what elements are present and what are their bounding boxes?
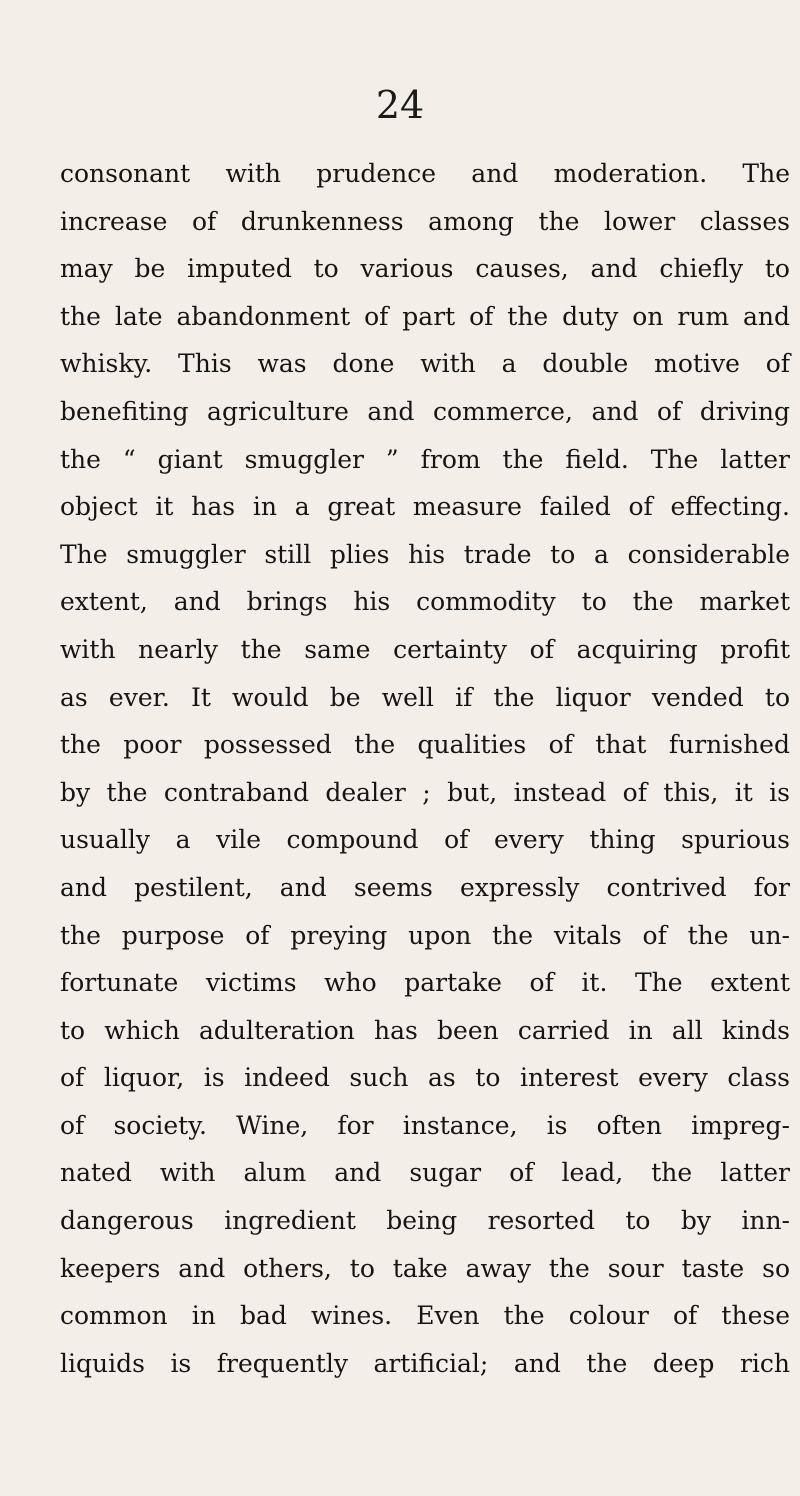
text-line: the “ giant smuggler ” from the field. The latter xyxy=(60,444,790,474)
text-line: may be imputed to various causes, and chiefly to xyxy=(60,254,790,284)
text-line: to which adulteration has been carried in all kinds xyxy=(60,1015,790,1045)
text-line: common in bad wines. Even the colour of these xyxy=(60,1301,790,1331)
text-line: liquids is frequently artificial; and the deep rich xyxy=(60,1348,790,1378)
text-line: by the contraband dealer ; but, instead of this, it is xyxy=(60,777,790,807)
text-line: consonant with prudence and moderation. The xyxy=(60,159,790,188)
body-text xyxy=(60,150,790,1387)
text-line: fortunate victims who partake of it. The extent xyxy=(60,968,790,998)
text-line: with nearly the same certainty of acquiring profit xyxy=(60,634,790,664)
text-line: the late abandonment of part of the duty on rum and xyxy=(60,301,790,331)
text-line: keepers and others, to take away the sour taste so xyxy=(60,1253,790,1283)
text-line: of society. Wine, for instance, is often impreg- xyxy=(60,1110,790,1140)
text-line: as ever. It would be well if the liquor vended to xyxy=(60,682,790,712)
text-line: the purpose of preying upon the vitals of the un- xyxy=(60,920,790,950)
text-line: of liquor, is indeed such as to interest every class xyxy=(60,1063,790,1093)
text-line: The smuggler still plies his trade to a considerable xyxy=(60,539,790,569)
text-line: dangerous ingredient being resorted to by inn- xyxy=(60,1206,790,1236)
text-line: and pestilent, and seems expressly contrived for xyxy=(60,872,790,902)
text-line: increase of drunkenness among the lower classes xyxy=(60,206,790,236)
text-line: whisky. This was done with a double motive of xyxy=(60,349,790,379)
text-line: benefiting agriculture and commerce, and of driving xyxy=(60,396,790,426)
text-line: the poor possessed the qualities of that furnished xyxy=(60,730,790,760)
text-line: nated with alum and sugar of lead, the latter xyxy=(60,1158,790,1188)
page-number: 24 xyxy=(375,83,425,127)
text-line: extent, and brings his commodity to the market xyxy=(60,587,790,617)
text-line: object it has in a great measure failed of effecting. xyxy=(60,492,790,522)
text-line: usually a vile compound of every thing spurious xyxy=(60,825,790,855)
